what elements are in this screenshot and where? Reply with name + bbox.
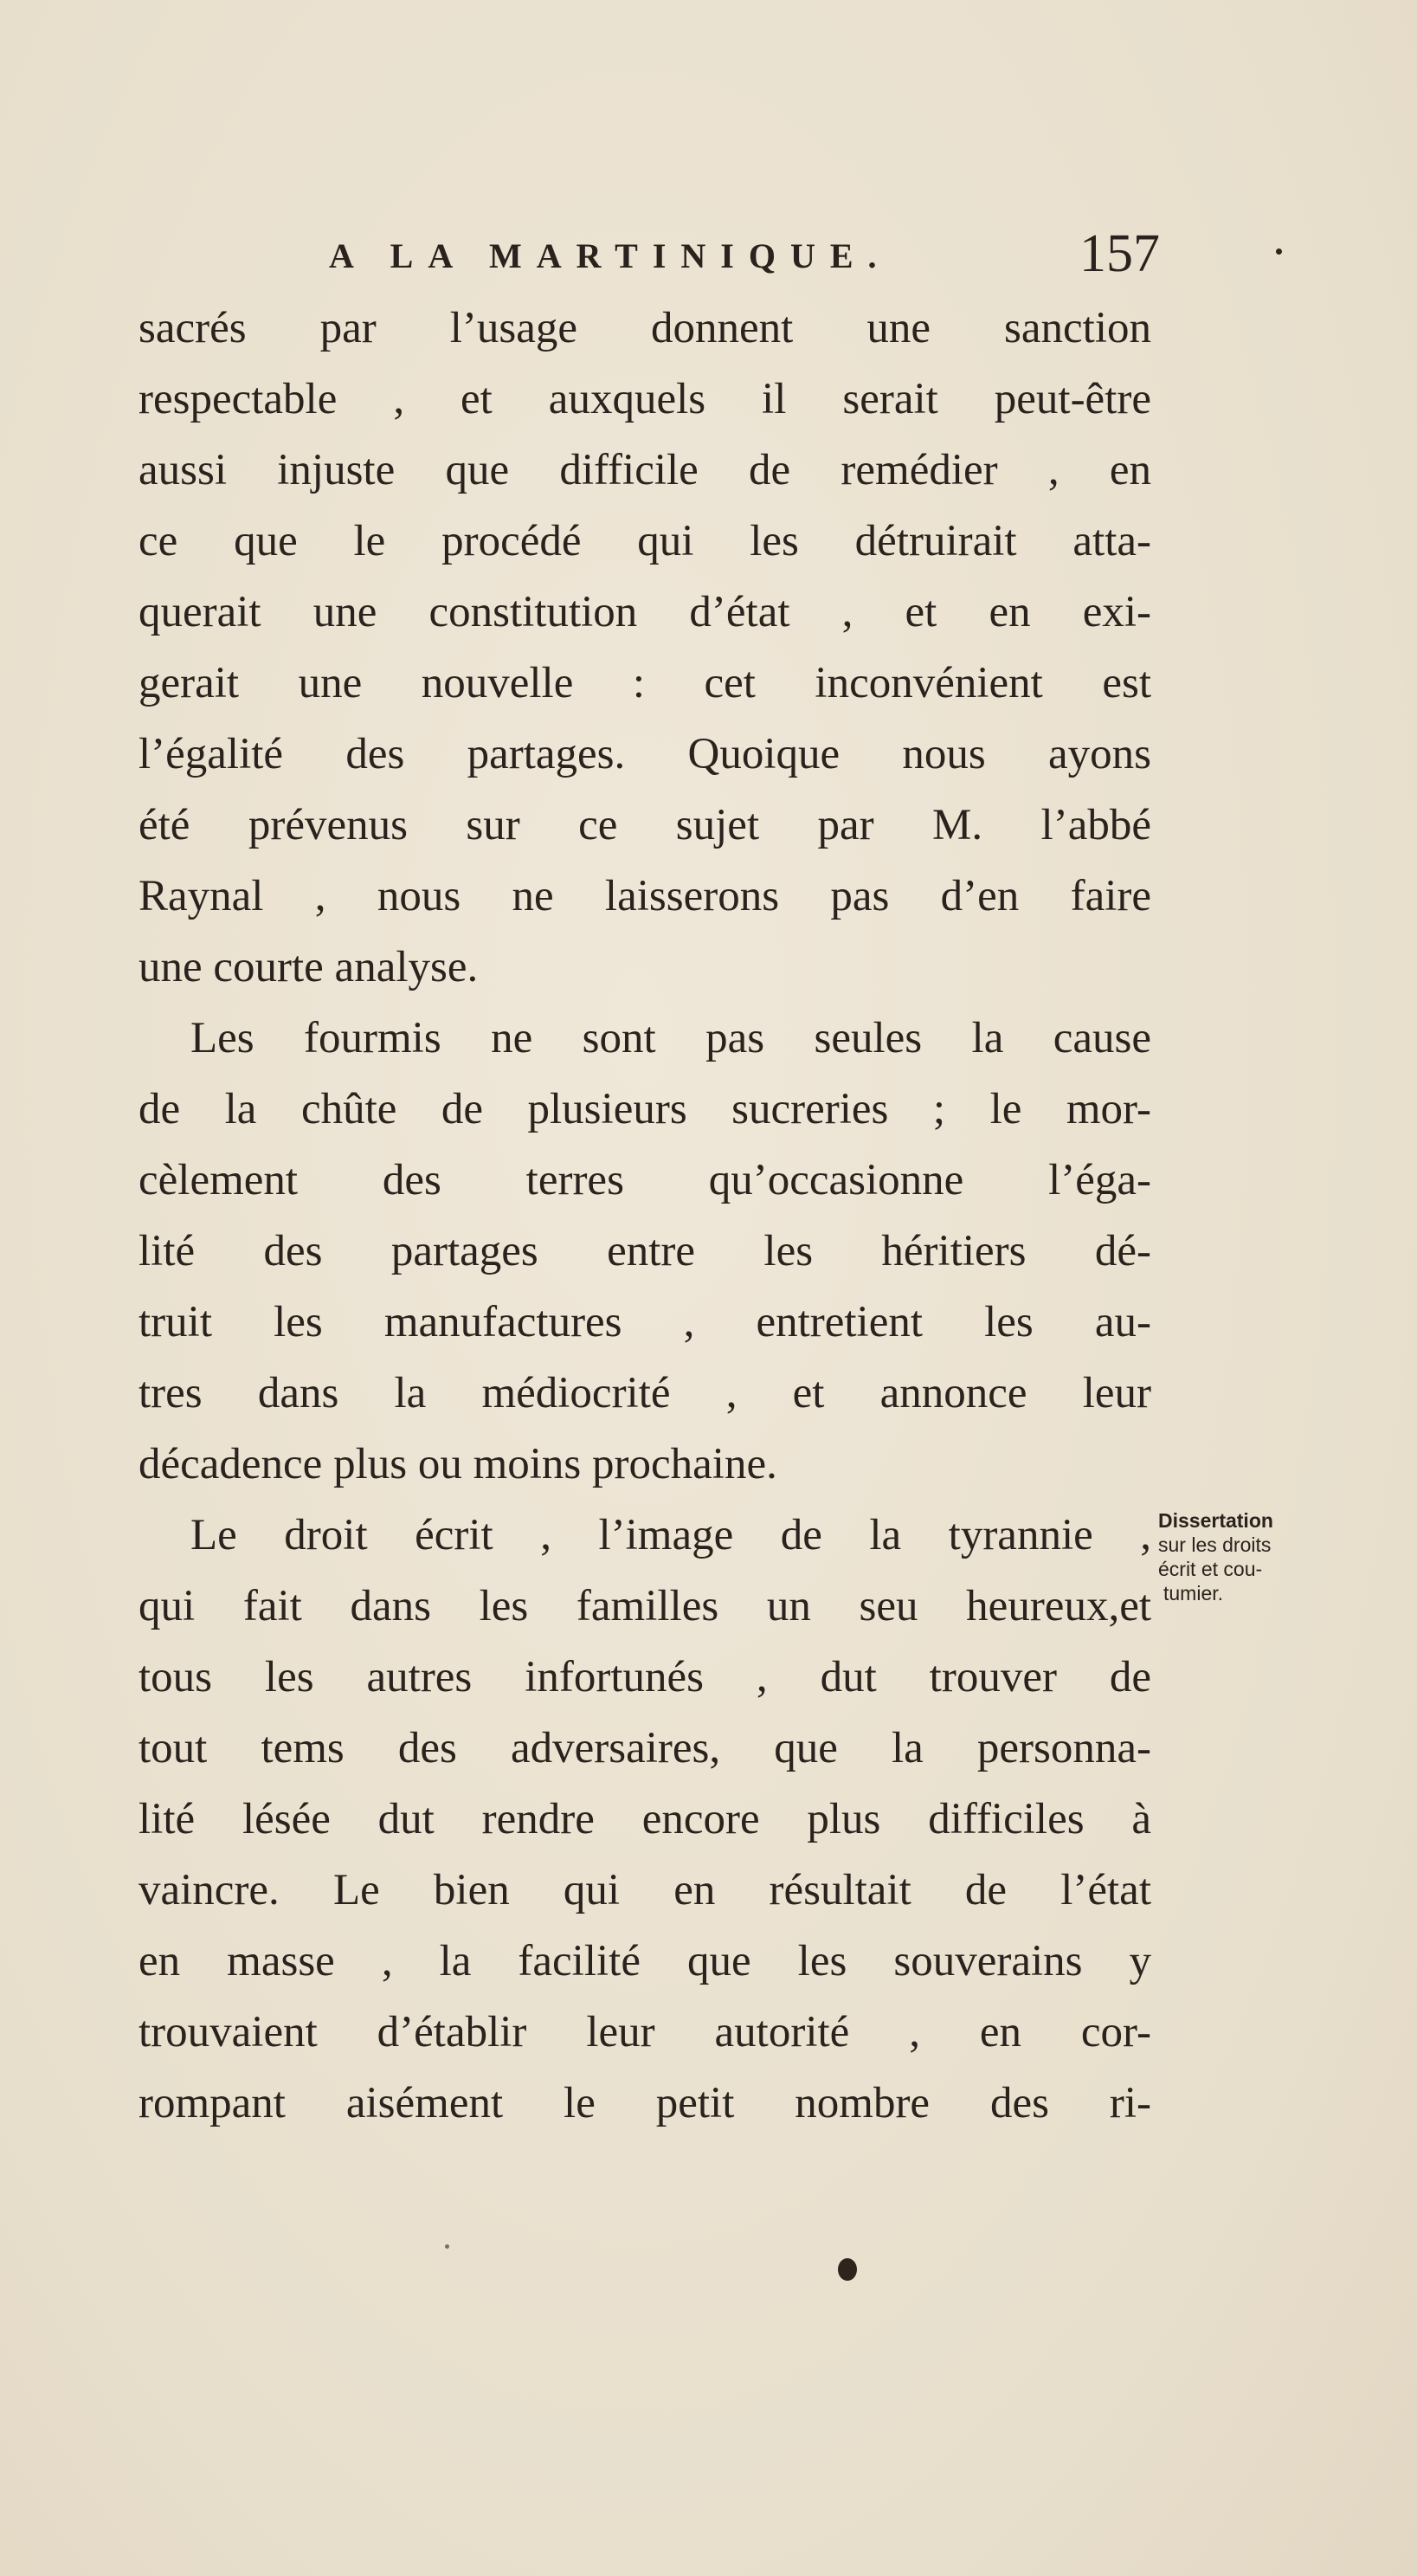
text-line: qui fait dans les familles un seu heureux,et bbox=[138, 1582, 1151, 1630]
text-line: tout tems des adversaires, que la personna- bbox=[138, 1724, 1151, 1772]
text-line: Raynal , nous ne laisserons pas d’en faire bbox=[138, 872, 1151, 920]
text-line: gerait une nouvelle : cet inconvénient est bbox=[138, 659, 1151, 707]
text-line: truit les manufactures , entretient les au- bbox=[138, 1298, 1151, 1346]
text-line: sacrés par l’usage donnent une sanction bbox=[138, 304, 1151, 352]
text-line: lité lésée dut rendre encore plus difficiles à bbox=[138, 1795, 1151, 1843]
text-line: trouvaient d’établir leur autorité , en cor- bbox=[138, 2008, 1151, 2056]
text-line: décadence plus ou moins prochaine. bbox=[138, 1440, 777, 1488]
marginal-note-line: tumier. bbox=[1163, 1582, 1224, 1604]
marginal-note-line: Dissertation bbox=[1158, 1509, 1273, 1532]
ink-spot bbox=[445, 2244, 449, 2249]
paragraph-start-line: Les fourmis ne sont pas seules la cause bbox=[190, 1014, 1151, 1062]
text-line: querait une constitution d’état , et en exi- bbox=[138, 588, 1151, 636]
text-line: été prévenus sur ce sujet par M. l’abbé bbox=[138, 801, 1151, 849]
text-line: de la chûte de plusieurs sucreries ; le mor- bbox=[138, 1085, 1151, 1133]
text-line: tous les autres infortunés , dut trouver de bbox=[138, 1653, 1151, 1701]
running-title: A LA MARTINIQUE. bbox=[329, 236, 892, 275]
paragraph-start-line: Le droit écrit , l’image de la tyrannie , bbox=[190, 1511, 1151, 1559]
text-line: cèlement des terres qu’occasionne l’éga- bbox=[138, 1156, 1151, 1204]
text-line: ce que le procédé qui les détruirait atta- bbox=[138, 517, 1151, 565]
body-text bbox=[138, 293, 1151, 2139]
text-line: une courte analyse. bbox=[138, 943, 479, 991]
text-line: rompant aisément le petit nombre des ri- bbox=[138, 2079, 1151, 2127]
text-line: respectable , et auxquels il serait peut-être bbox=[138, 375, 1151, 423]
ink-spot bbox=[838, 2258, 857, 2281]
marginal-note bbox=[1158, 1508, 1375, 1605]
text-line: tres dans la médiocrité , et annonce leur bbox=[138, 1369, 1151, 1417]
text-line: l’égalité des partages. Quoique nous ayons bbox=[138, 730, 1151, 778]
ink-spot bbox=[1276, 249, 1282, 255]
text-line: en masse , la facilité que les souverains y bbox=[138, 1937, 1151, 1985]
text-line: lité des partages entre les héritiers dé- bbox=[138, 1227, 1151, 1275]
marginal-note-line: sur les droits bbox=[1158, 1533, 1272, 1556]
marginal-note-line: écrit et cou- bbox=[1158, 1558, 1263, 1580]
page-number: 157 bbox=[1079, 224, 1160, 283]
page-header bbox=[329, 223, 1160, 293]
text-line: vaincre. Le bien qui en résultait de l’état bbox=[138, 1866, 1151, 1914]
text-line: aussi injuste que difficile de remédier , en bbox=[138, 446, 1151, 494]
